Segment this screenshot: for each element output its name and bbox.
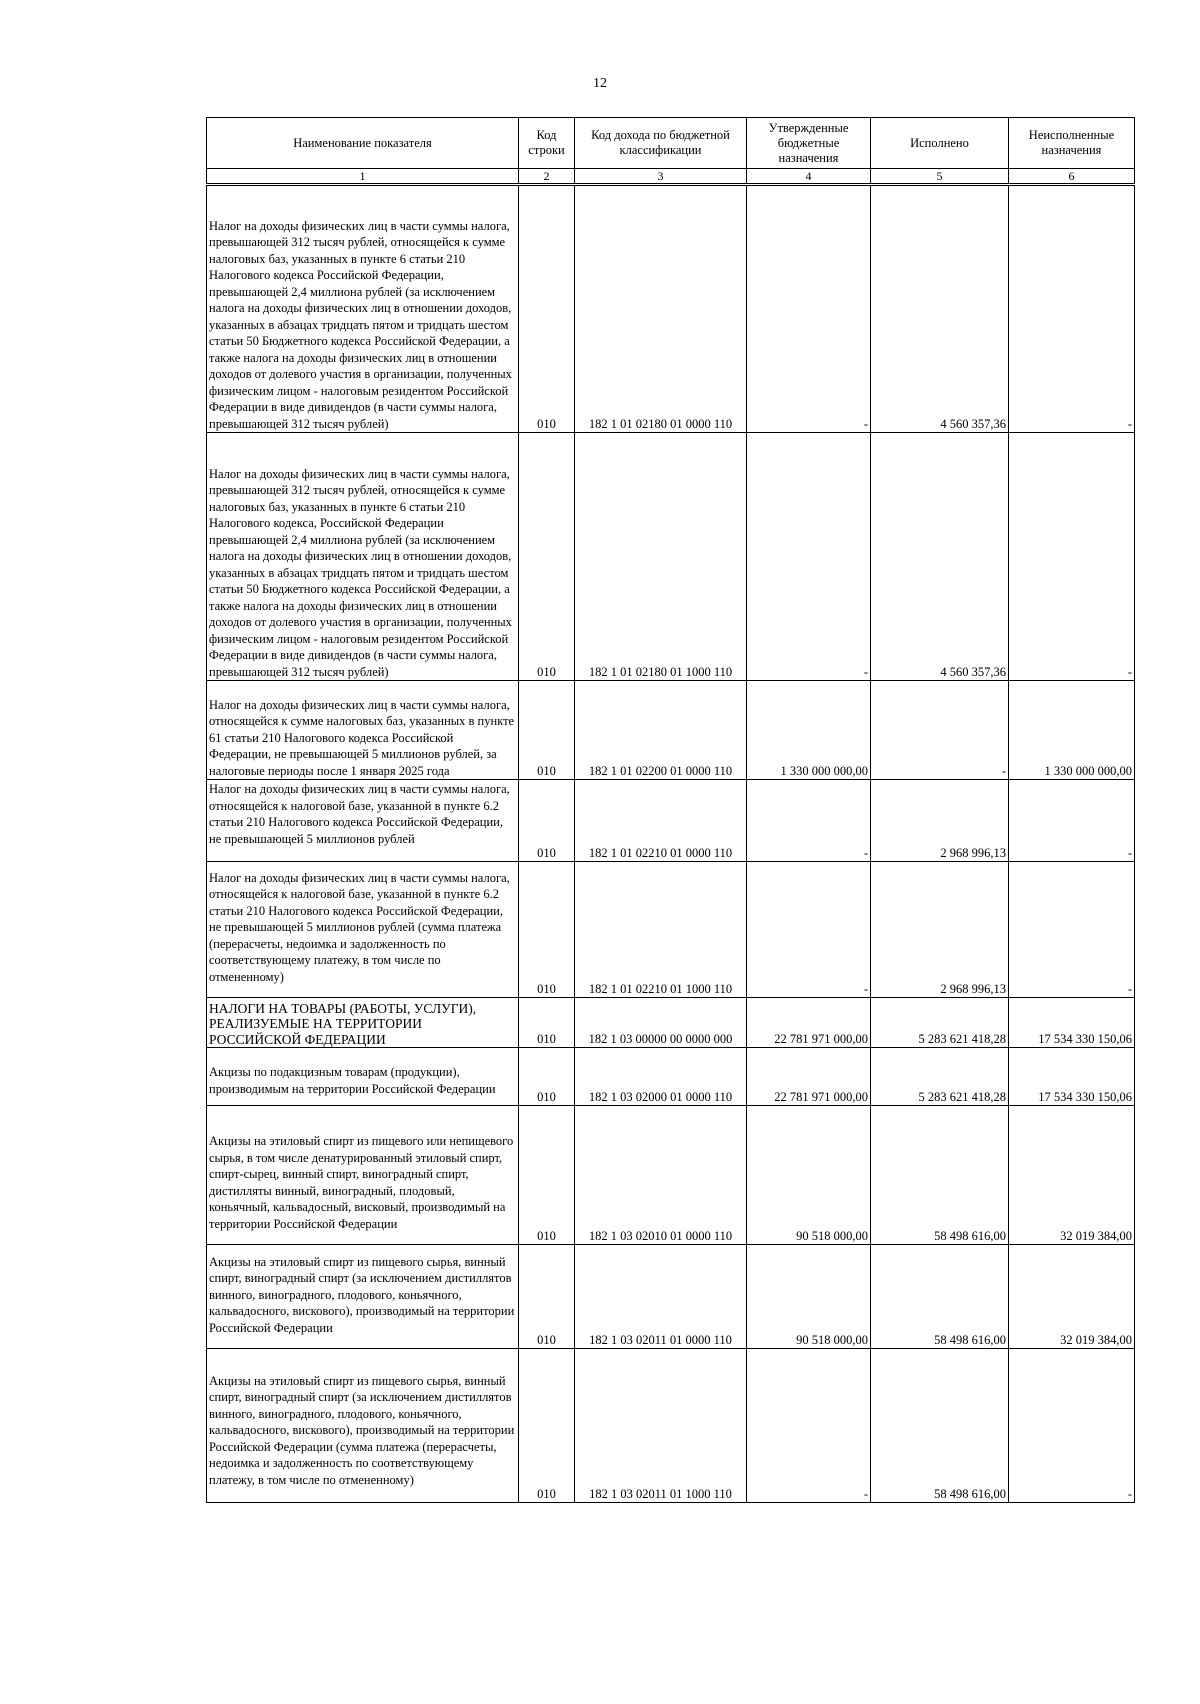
indicator-name: Налог на доходы физических лиц в части суммы налога, относящейся к сумме налоговых баз, указанных в пункте 61 статьи 210 Налогового кодекса Российской Федерации, не превышающей 5 миллионов рублей, за налоговые периоды после 1 января 2025 года bbox=[207, 681, 519, 780]
budget-code: 182 1 01 02180 01 1000 110 bbox=[575, 433, 747, 681]
table-row bbox=[207, 1349, 1135, 1503]
unexecuted-value: - bbox=[1009, 1349, 1135, 1503]
row-code: 010 bbox=[519, 185, 575, 433]
table-header bbox=[207, 118, 1135, 185]
header-budget-code: Код дохода по бюджетной классификации bbox=[575, 118, 747, 169]
table-row bbox=[207, 681, 1135, 780]
unexecuted-value: 17 534 330 150,06 bbox=[1009, 1048, 1135, 1106]
column-number: 6 bbox=[1009, 169, 1135, 185]
unexecuted-value: 32 019 384,00 bbox=[1009, 1245, 1135, 1349]
column-number: 1 bbox=[207, 169, 519, 185]
unexecuted-value: 1 330 000 000,00 bbox=[1009, 681, 1135, 780]
executed-value: 4 560 357,36 bbox=[871, 433, 1009, 681]
unexecuted-value: 17 534 330 150,06 bbox=[1009, 998, 1135, 1048]
row-code: 010 bbox=[519, 1048, 575, 1106]
executed-value: 2 968 996,13 bbox=[871, 780, 1009, 862]
unexecuted-value: - bbox=[1009, 862, 1135, 998]
executed-value: 5 283 621 418,28 bbox=[871, 1048, 1009, 1106]
row-code: 010 bbox=[519, 681, 575, 780]
budget-code: 182 1 01 02200 01 0000 110 bbox=[575, 681, 747, 780]
table-row bbox=[207, 1106, 1135, 1245]
unexecuted-value: - bbox=[1009, 433, 1135, 681]
header-executed: Исполнено bbox=[871, 118, 1009, 169]
column-number: 5 bbox=[871, 169, 1009, 185]
revenue-table bbox=[206, 117, 1135, 1503]
executed-value: 2 968 996,13 bbox=[871, 862, 1009, 998]
table-row bbox=[207, 433, 1135, 681]
unexecuted-value: - bbox=[1009, 780, 1135, 862]
executed-value: 5 283 621 418,28 bbox=[871, 998, 1009, 1048]
approved-value: 90 518 000,00 bbox=[747, 1106, 871, 1245]
budget-code: 182 1 01 02210 01 0000 110 bbox=[575, 780, 747, 862]
column-number: 3 bbox=[575, 169, 747, 185]
header-approved: Утвержденные бюджетные назначения bbox=[747, 118, 871, 169]
row-code: 010 bbox=[519, 433, 575, 681]
executed-value: 58 498 616,00 bbox=[871, 1106, 1009, 1245]
column-number: 2 bbox=[519, 169, 575, 185]
approved-value: 90 518 000,00 bbox=[747, 1245, 871, 1349]
header-indicator-name: Наименование показателя bbox=[207, 118, 519, 169]
budget-code: 182 1 01 02210 01 1000 110 bbox=[575, 862, 747, 998]
budget-code: 182 1 03 00000 00 0000 000 bbox=[575, 998, 747, 1048]
page-number: 12 bbox=[593, 76, 607, 91]
row-code: 010 bbox=[519, 862, 575, 998]
table-row bbox=[207, 862, 1135, 998]
indicator-name: Акцизы по подакцизным товарам (продукции), производимым на территории Российской Федерации bbox=[207, 1048, 519, 1106]
indicator-name: Налог на доходы физических лиц в части суммы налога, превышающей 312 тысяч рублей, относящейся к сумме налоговых баз, указанных в пункте 6 статьи 210 Налогового кодекса Российской Федерации, превышающей 2,4 миллиона рублей (за исключением налога на доходы физических лиц в отношении доходов, указанных в абзацах тридцать пятом и тридцать шестом статьи 50 Бюджетного кодекса Российской Федерации, а также налога на доходы физических лиц в отношении доходов от долевого участия в организации, полученных физическим лицом - налоговым резидентом Российской Федерации в виде дивидендов (в части суммы налога, превышающей 312 тысяч рублей) bbox=[207, 185, 519, 433]
table-row bbox=[207, 185, 1135, 433]
unexecuted-value: 32 019 384,00 bbox=[1009, 1106, 1135, 1245]
indicator-name: НАЛОГИ НА ТОВАРЫ (РАБОТЫ, УСЛУГИ), РЕАЛИЗУЕМЫЕ НА ТЕРРИТОРИИ РОССИЙСКОЙ ФЕДЕРАЦИИ bbox=[207, 998, 519, 1048]
executed-value: 4 560 357,36 bbox=[871, 185, 1009, 433]
row-code: 010 bbox=[519, 1106, 575, 1245]
budget-code: 182 1 01 02180 01 0000 110 bbox=[575, 185, 747, 433]
indicator-name: Налог на доходы физических лиц в части суммы налога, относящейся к налоговой базе, указанной в пункте 6.2 статьи 210 Налогового кодекса Российской Федерации, не превышающей 5 миллионов рублей bbox=[207, 780, 519, 862]
approved-value: - bbox=[747, 433, 871, 681]
table-body bbox=[207, 185, 1135, 1503]
table-row bbox=[207, 998, 1135, 1048]
indicator-name: Налог на доходы физических лиц в части суммы налога, относящейся к налоговой базе, указанной в пункте 6.2 статьи 210 Налогового кодекса Российской Федерации, не превышающей 5 миллионов рублей (сумма платежа (перерасчеты, недоимка и задолженность по соответствующему платежу, в том числе по отмененному) bbox=[207, 862, 519, 998]
table-row bbox=[207, 1245, 1135, 1349]
unexecuted-value: - bbox=[1009, 185, 1135, 433]
row-code: 010 bbox=[519, 1349, 575, 1503]
executed-value: 58 498 616,00 bbox=[871, 1245, 1009, 1349]
indicator-name: Налог на доходы физических лиц в части суммы налога, превышающей 312 тысяч рублей, относящейся к сумме налоговых баз, указанных в пункте 6 статьи 210 Налогового кодекса, Российской Федерации превышающей 2,4 миллиона рублей (за исключением налога на доходы физических лиц в отношении доходов, указанных в абзацах тридцать пятом и тридцать шестом статьи 50 Бюджетного кодекса Российской Федерации, а также налога на доходы физических лиц в отношении доходов от долевого участия в организации, полученных физическим лицом - налоговым резидентом Российской Федерации в виде дивидендов (в части суммы налога, превышающей 312 тысяч рублей) bbox=[207, 433, 519, 681]
indicator-name: Акцизы на этиловый спирт из пищевого сырья, винный спирт, виноградный спирт (за исключением дистиллятов винного, виноградного, плодового, коньячного, кальвадосного, вискового), производимый на территории Российской Федерации (сумма платежа (перерасчеты, недоимка и задолженность по соответствующему платежу, в том числе по отмененному) bbox=[207, 1349, 519, 1503]
row-code: 010 bbox=[519, 780, 575, 862]
indicator-name: Акцизы на этиловый спирт из пищевого сырья, винный спирт, виноградный спирт (за исключением дистиллятов винного, виноградного, плодового, коньячного, кальвадосного, вискового), производимый на территории Российской Федерации bbox=[207, 1245, 519, 1349]
approved-value: - bbox=[747, 1349, 871, 1503]
budget-code: 182 1 03 02000 01 0000 110 bbox=[575, 1048, 747, 1106]
indicator-name: Акцизы на этиловый спирт из пищевого или непищевого сырья, в том числе денатурированный этиловый спирт, спирт-сырец, винный спирт, виноградный спирт, дистилляты винный, виноградный, плодовый, коньячный, кальвадосный, висковый, производимый на территории Российской Федерации bbox=[207, 1106, 519, 1245]
approved-value: 1 330 000 000,00 bbox=[747, 681, 871, 780]
header-unexecuted: Неисполненные назначения bbox=[1009, 118, 1135, 169]
column-number: 4 bbox=[747, 169, 871, 185]
table-row bbox=[207, 1048, 1135, 1106]
row-code: 010 bbox=[519, 1245, 575, 1349]
header-row-code: Код строки bbox=[519, 118, 575, 169]
approved-value: 22 781 971 000,00 bbox=[747, 1048, 871, 1106]
row-code: 010 bbox=[519, 998, 575, 1048]
approved-value: - bbox=[747, 185, 871, 433]
approved-value: - bbox=[747, 862, 871, 998]
table-row bbox=[207, 780, 1135, 862]
approved-value: - bbox=[747, 780, 871, 862]
executed-value: 58 498 616,00 bbox=[871, 1349, 1009, 1503]
budget-code: 182 1 03 02011 01 0000 110 bbox=[575, 1245, 747, 1349]
approved-value: 22 781 971 000,00 bbox=[747, 998, 871, 1048]
executed-value: - bbox=[871, 681, 1009, 780]
budget-code: 182 1 03 02011 01 1000 110 bbox=[575, 1349, 747, 1503]
budget-code: 182 1 03 02010 01 0000 110 bbox=[575, 1106, 747, 1245]
